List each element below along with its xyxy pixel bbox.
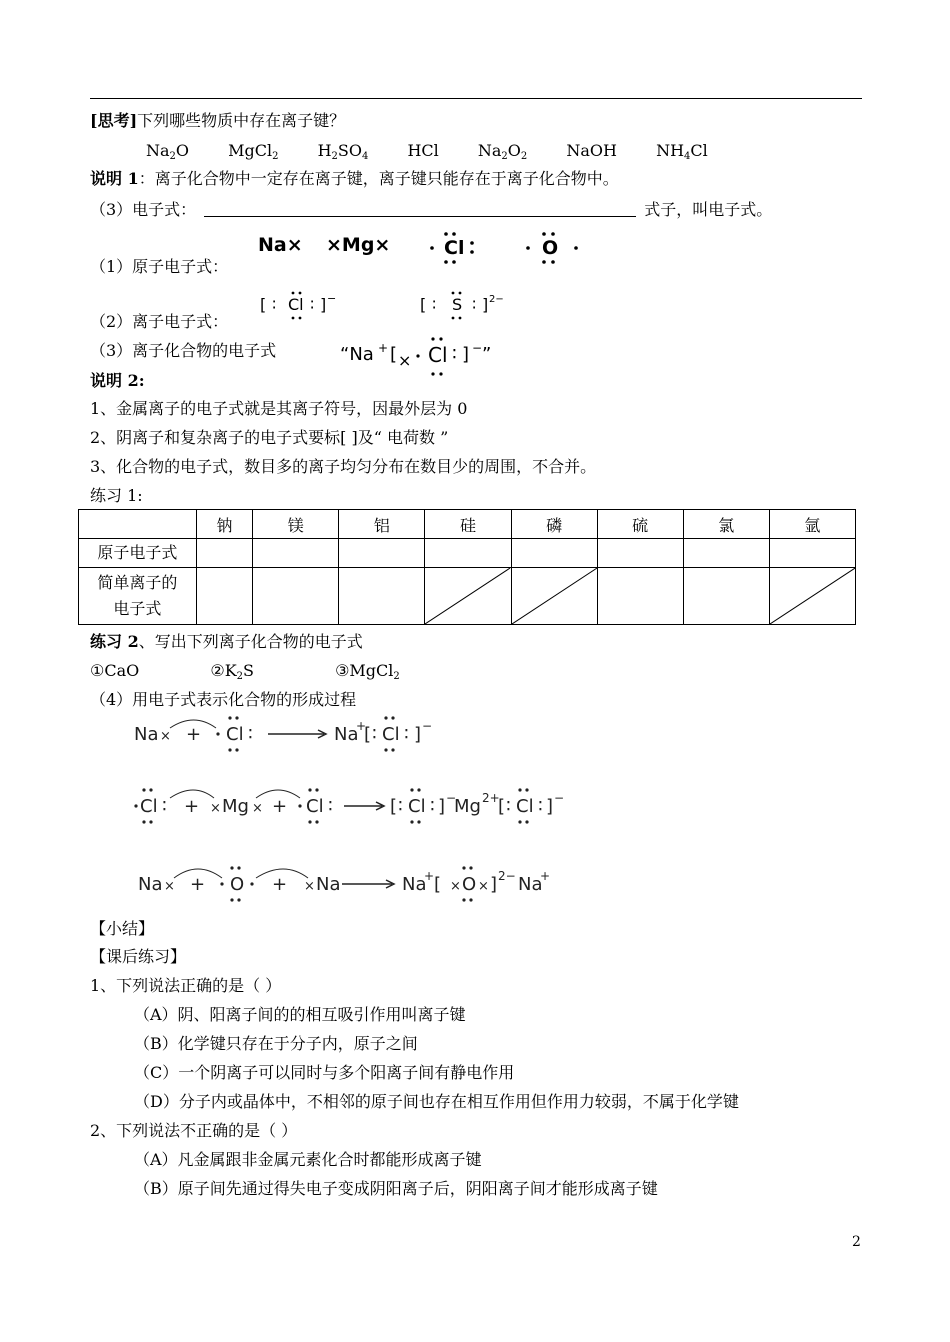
svg-text:]: ] [462,344,470,365]
svg-text:+: + [272,874,288,895]
svg-text:Cl: Cl [306,796,324,817]
answer-cell[interactable] [196,568,252,625]
svg-text:×: × [478,879,489,894]
row-label-ion-line2: 电子式 [113,599,162,618]
table-corner [79,510,197,539]
answer-cell[interactable] [253,568,339,625]
svg-text:∶: ∶ [272,295,277,314]
svg-text:Na: Na [518,874,543,895]
svg-text:∶: ∶ [398,796,403,817]
svg-text:∶: ∶ [432,295,437,314]
note1-text: ：离子化合物中一定存在离子键，离子键只能存在于离子化合物中。 [138,169,619,188]
header-na: 钠 [196,510,252,539]
atom-label: （1）原子电子式： [90,257,229,276]
svg-text:Cl: Cl [226,724,244,745]
q1-option-c: （C）一个阴离子可以同时与多个阳离子间有静电作用 [134,1063,515,1082]
header-s: 硫 [597,510,683,539]
answer-cell[interactable] [196,539,252,568]
svg-text:+: + [272,796,288,817]
q2-option-b: （B）原子间先通过得失电子变成阴阳离子后，阴阳离子间才能形成离子键 [134,1179,658,1198]
svg-text:[: [ [364,724,372,745]
table-row [79,539,856,568]
crossed-cell [425,568,511,625]
compound-formula-diagram [338,332,528,380]
q1-stem: 1、下列说法正确的是（ ） [90,976,282,995]
substance-naoh: NaOH [566,141,617,160]
svg-text:×: × [210,801,221,816]
svg-text:+: + [424,869,435,883]
row-label-ion [79,568,197,625]
svg-text:Mg: Mg [222,796,249,817]
svg-text:”: ” [482,344,492,365]
exercise2-item-k2s: $②K_2S$ [210,661,254,682]
summary-heading: 【小结】 [90,919,155,938]
table-row [79,568,856,625]
svg-text:S: S [452,295,463,314]
svg-text:∶: ∶ [538,796,543,817]
header-si: 硅 [425,510,511,539]
svg-text:+: + [190,874,206,895]
svg-text:∶: ∶ [430,796,435,817]
answer-cell[interactable] [253,539,339,568]
answer-cell[interactable] [339,568,425,625]
svg-text:Cl: Cl [382,724,400,745]
svg-text:2−: 2− [498,869,516,883]
q2-option-a: （A）凡金属跟非金属元素化合时都能形成离子键 [134,1150,482,1169]
svg-text:∶: ∶ [506,796,511,817]
intro-left: （3）电子式： [90,200,197,219]
substance-mgcl2: MgCl$_2$ [228,141,279,162]
svg-text:[: [ [420,295,427,314]
svg-text:∶: ∶ [404,724,409,745]
row-label-ion-line1: 简单离子的 [97,573,178,592]
note2-item-2: 2、阴离子和复杂离子的电子式要标[ ]及“ 电荷数 ” [90,428,449,447]
svg-text:∶: ∶ [472,295,477,314]
svg-text:]: ] [414,724,422,745]
substance-nh4cl: $NH_4Cl$ [656,141,708,162]
q1-option-b: （B）化学键只存在于分子内，原子之间 [134,1034,418,1053]
ion-formula-diagram [256,288,536,324]
exercise2-line [90,631,363,653]
svg-text:−: − [422,719,433,733]
svg-text:2−: 2− [489,294,504,305]
formation-equation-1 [134,710,464,758]
think-label: [思考] [90,111,138,130]
header-p: 磷 [511,510,597,539]
answer-cell[interactable] [339,539,425,568]
atom-mg: ×Mg× [326,234,391,256]
svg-text:[: [ [434,874,442,895]
exercise2-item-mgcl2: ③MgCl$_2$ [335,661,400,682]
note2-label: 说明 2: [90,371,145,390]
svg-text:−: − [472,341,483,355]
svg-text:Cl: Cl [428,343,448,367]
svg-text:∶: ∶ [328,796,333,817]
svg-text:×: × [450,879,461,894]
answer-cell[interactable] [683,568,769,625]
svg-text:∶: ∶ [310,295,315,314]
svg-text:Cl: Cl [516,796,534,817]
svg-text:Na: Na [138,874,163,895]
svg-text:[: [ [390,796,398,817]
crossed-cell [511,568,597,625]
svg-text:+: + [356,719,367,733]
svg-text:+: + [540,869,551,883]
intro-right: 式子，叫电子式。 [644,200,773,219]
substance-h2so4: $H_2SO_4$ [317,141,369,162]
header-al: 铝 [339,510,425,539]
svg-text:Na: Na [334,724,359,745]
formation-equation-3 [134,858,584,910]
electron-formula-intro [90,198,772,221]
answer-cell[interactable] [597,539,683,568]
exercise1-label: 练习 1: [90,486,143,505]
svg-text:×: × [164,879,175,894]
exercise2-text: 、写出下列离子化合物的电子式 [138,632,363,651]
svg-text:∶: ∶ [372,724,377,745]
substance-na2o: $Na_2O$ [146,141,190,162]
header-ar: 氩 [769,510,855,539]
page-number: 2 [852,1234,861,1250]
header-cl: 氯 [683,510,769,539]
svg-text:Na: Na [134,724,159,745]
q2-stem: 2、下列说法不正确的是（ ） [90,1121,298,1140]
answer-cell[interactable] [683,539,769,568]
svg-text:Mg: Mg [454,796,481,817]
answer-cell[interactable] [769,539,855,568]
note1 [90,168,619,190]
answer-cell[interactable] [597,568,683,625]
svg-text:∶: ∶ [162,796,167,817]
atom-cl-o-diagram [420,224,600,268]
q1-option-d: （D）分子内或晶体中，不相邻的原子间也存在相互作用但作用力较弱，不属于化学键 [134,1092,739,1111]
svg-text:−: − [446,791,457,805]
svg-text:Cl: Cl [140,796,158,817]
note1-label: 说明 1 [90,169,139,188]
svg-text:O: O [462,874,477,895]
svg-text:]: ] [320,295,327,314]
think-line [90,110,345,132]
svg-text:“Na: “Na [340,344,374,365]
svg-text:×: × [252,801,263,816]
svg-text:Cl: Cl [408,796,426,817]
svg-text:∶: ∶ [248,724,253,745]
svg-text:+: + [378,341,389,355]
formation-equation-2 [134,780,584,832]
svg-text:+: + [184,796,200,817]
svg-text:[: [ [498,796,506,817]
svg-text:−: − [554,791,565,805]
svg-text:]: ] [482,295,489,314]
substance-na2o2: $Na_2O_2$ [477,141,528,162]
note2-item-1: 1、金属离子的电子式就是其离子符号，因最外层为 0 [90,399,468,418]
svg-text:×: × [160,729,171,744]
table-header-row [79,510,856,539]
svg-text:Na: Na [316,874,341,895]
svg-text:Na: Na [402,874,427,895]
svg-text:×: × [398,351,412,370]
header-mg: 镁 [253,510,339,539]
exercise1-table [78,509,856,625]
svg-text:[: [ [260,295,267,314]
svg-text:−: − [327,292,337,305]
atom-cl-symbol: Cl [444,237,465,259]
q1-option-a: （A）阴、阳离子间的的相互吸引作用叫离子键 [134,1005,466,1024]
think-question: 下列哪些物质中存在离子键？ [137,111,346,130]
homework-heading: 【课后练习】 [90,947,187,966]
svg-text:×: × [304,879,315,894]
ion-label: （2）离子电子式： [90,312,229,331]
svg-text:[: [ [390,344,398,365]
svg-text:]: ] [438,796,446,817]
svg-text:Cl: Cl [288,295,304,314]
substance-hcl: HCl [407,141,439,160]
atom-na: Na× [258,234,303,256]
blank-underline [204,198,636,217]
svg-text:+: + [186,724,202,745]
answer-cell[interactable] [511,539,597,568]
exercise2-item-cao: ①CaO [90,661,140,680]
svg-text:]: ] [490,874,498,895]
atom-o-symbol: O [542,237,559,259]
svg-text:∶: ∶ [452,344,457,365]
answer-cell[interactable] [425,539,511,568]
formation-title: （4）用电子式表示化合物的形成过程 [90,690,357,709]
row-label-atom: 原子电子式 [79,539,197,568]
exercise2-items [90,660,400,682]
header-rule [90,98,862,99]
note2-item-3: 3、化合物的电子式，数目多的离子均匀分布在数目少的周围，不合并。 [90,457,597,476]
substance-list [146,140,742,162]
crossed-cell [769,568,855,625]
compound-label: （3）离子化合物的电子式 [90,341,277,360]
exercise2-label: 练习 2 [90,632,139,651]
svg-text:O: O [230,874,245,895]
svg-text:]: ] [546,796,554,817]
svg-text:2+: 2+ [482,791,500,805]
